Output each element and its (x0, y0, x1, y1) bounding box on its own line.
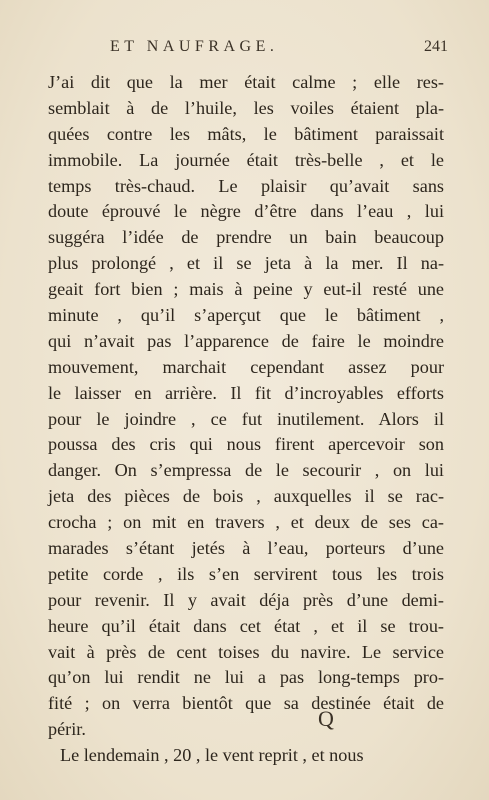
text-line: semblait à de l’huile, les voiles étaient pla- (48, 97, 444, 118)
text-line: immobile. La journée était très-belle , et le (48, 149, 444, 170)
text-line: qu’on lui rendit ne lui a pas long-temps pro- (48, 667, 444, 688)
text-line: minute , qu’il s’aperçut que le bâtiment , (48, 305, 444, 326)
text-line: pour le joindre , ce fut inutilement. Alors il (48, 408, 444, 429)
text-line: danger. On s’empressa de le secourir , on lui (48, 460, 444, 481)
text-line: J’ai dit que la mer était calme ; elle res- (48, 72, 444, 92)
text-line: vait à près de cent toises du navire. Le service (48, 641, 444, 662)
text-line: qui n’avait pas l’apparence de faire le moindre (48, 330, 444, 351)
text-line: petite corde , ils s’en servirent tous les trois (48, 563, 444, 584)
page-header (0, 38, 489, 68)
text-line: geait fort bien ; mais à peine y eut-il resté une (48, 279, 444, 300)
text-line: temps très-chaud. Le plaisir qu’avait sans (48, 175, 444, 196)
page-number: 241 (424, 38, 448, 55)
text-line: marades s’étant jetés à l’eau, porteurs d’une (48, 538, 444, 559)
text-line: poussa des cris qui nous firent apercevoir son (48, 434, 444, 455)
body-text (48, 70, 444, 769)
signature-mark: Q (318, 706, 334, 731)
text-line: doute éprouvé le nègre d’être dans l’eau , lui (48, 201, 444, 222)
text-line: mouvement, marchait cependant assez pour (48, 356, 444, 377)
text-line: crocha ; on mit en travers , et deux de ses ca- (48, 512, 444, 533)
text-line: pour revenir. Il y avait déja près d’une demi- (48, 589, 444, 610)
text-line: heure qu’il était dans cet état , et il se trou- (48, 615, 444, 636)
text-line: suggéra l’idée de prendre un bain beaucoup (48, 227, 444, 248)
text-line: le laisser en arrière. Il fit d’incroyables efforts (48, 382, 444, 403)
text-line: plus prolongé , et il se jeta à la mer. Il na- (48, 253, 444, 274)
running-head: ET NAUFRAGE. (110, 38, 279, 55)
text-line: quées contre les mâts, le bâtiment paraissait (48, 123, 444, 144)
text-line: fité ; on verra bientôt que sa destinée était de (48, 693, 444, 714)
text-line: périr. (48, 719, 86, 740)
text-line: jeta des pièces de bois , auxquelles il se rac- (48, 486, 444, 507)
text-line: Le lendemain , 20 , le vent reprit , et nous (60, 745, 364, 766)
